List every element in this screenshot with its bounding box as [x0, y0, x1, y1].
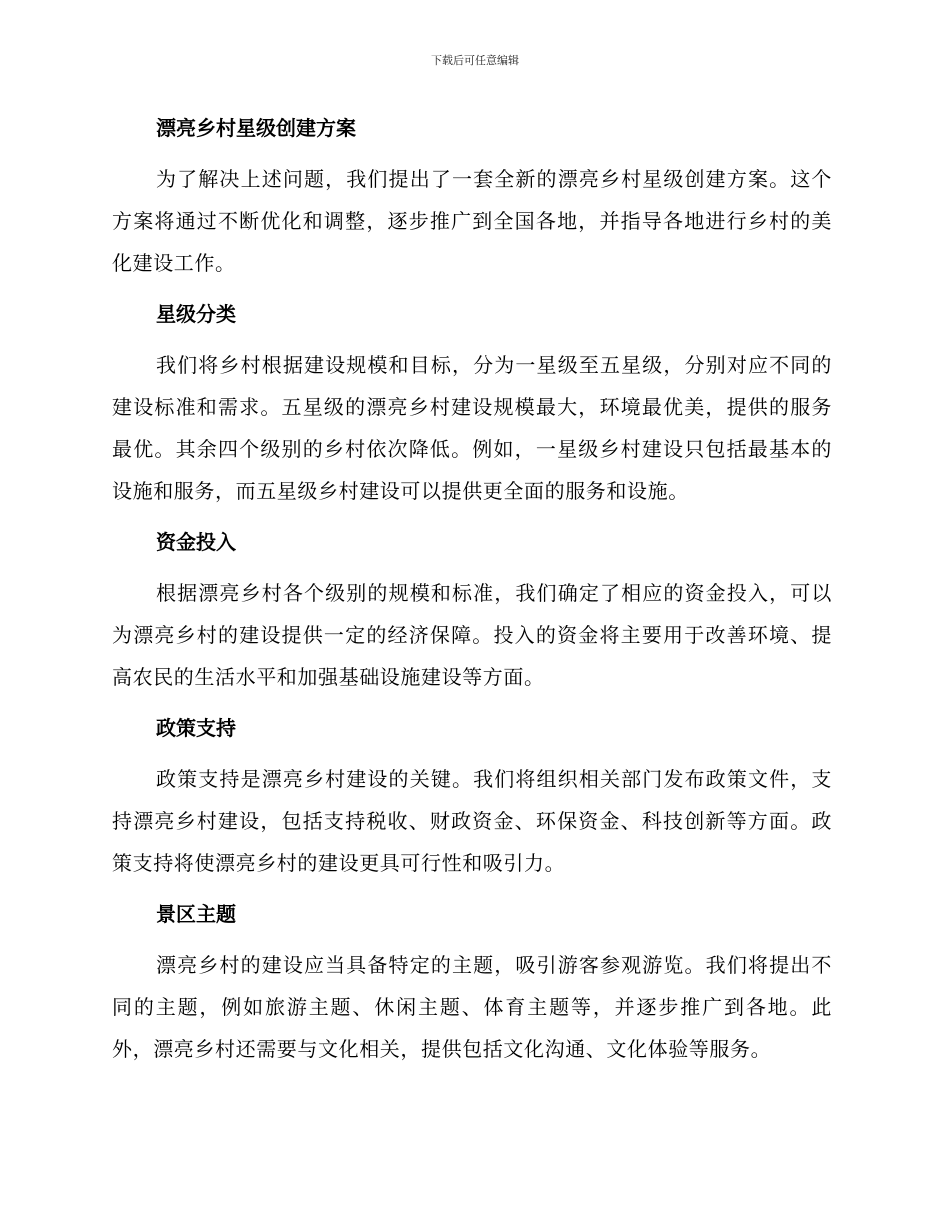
section-paragraph: 我们将乡村根据建设规模和目标，分为一星级至五星级，分别对应不同的建设标准和需求。五星级的漂亮乡村建设规模最大，环境最优美，提供的服务最优。其余四个级别的乡村依次降低。例如，一星级乡村建设只包括最基本的设施和服务，而五星级乡村建设可以提供更全面的服务和设施。	[112, 353, 832, 503]
section-title: 政策支持	[156, 716, 236, 740]
section-star-classification	[112, 296, 832, 512]
section-paragraph: 根据漂亮乡村各个级别的规模和标准，我们确定了相应的资金投入，可以为漂亮乡村的建设提供一定的经济保障。投入的资金将主要用于改善环境、提高农民的生活水平和加强基础设施建设等方面。	[112, 581, 832, 689]
section-title: 漂亮乡村星级创建方案	[156, 116, 356, 140]
section-title: 资金投入	[156, 530, 236, 554]
section-paragraph: 政策支持是漂亮乡村建设的关键。我们将组织相关部门发布政策文件，支持漂亮乡村建设，包括支持税收、财政资金、环保资金、科技创新等方面。政策支持将使漂亮乡村的建设更具可行性和吸引力。	[112, 767, 832, 875]
document-body	[112, 110, 832, 1070]
page-header-note: 下载后可任意编辑	[431, 54, 519, 67]
section-policy-support	[112, 710, 832, 884]
section-paragraph: 漂亮乡村的建设应当具备特定的主题，吸引游客参观游览。我们将提出不同的主题，例如旅游主题、休闲主题、体育主题等，并逐步推广到各地。此外，漂亮乡村还需要与文化相关，提供包括文化沟通、文化体验等服务。	[112, 953, 832, 1061]
section-title: 景区主题	[156, 902, 236, 926]
section-title: 星级分类	[156, 302, 236, 326]
section-creation-plan	[112, 110, 832, 284]
section-funding	[112, 524, 832, 698]
section-paragraph: 为了解决上述问题，我们提出了一套全新的漂亮乡村星级创建方案。这个方案将通过不断优化和调整，逐步推广到全国各地，并指导各地进行乡村的美化建设工作。	[112, 167, 832, 275]
section-scenic-theme	[112, 896, 832, 1070]
